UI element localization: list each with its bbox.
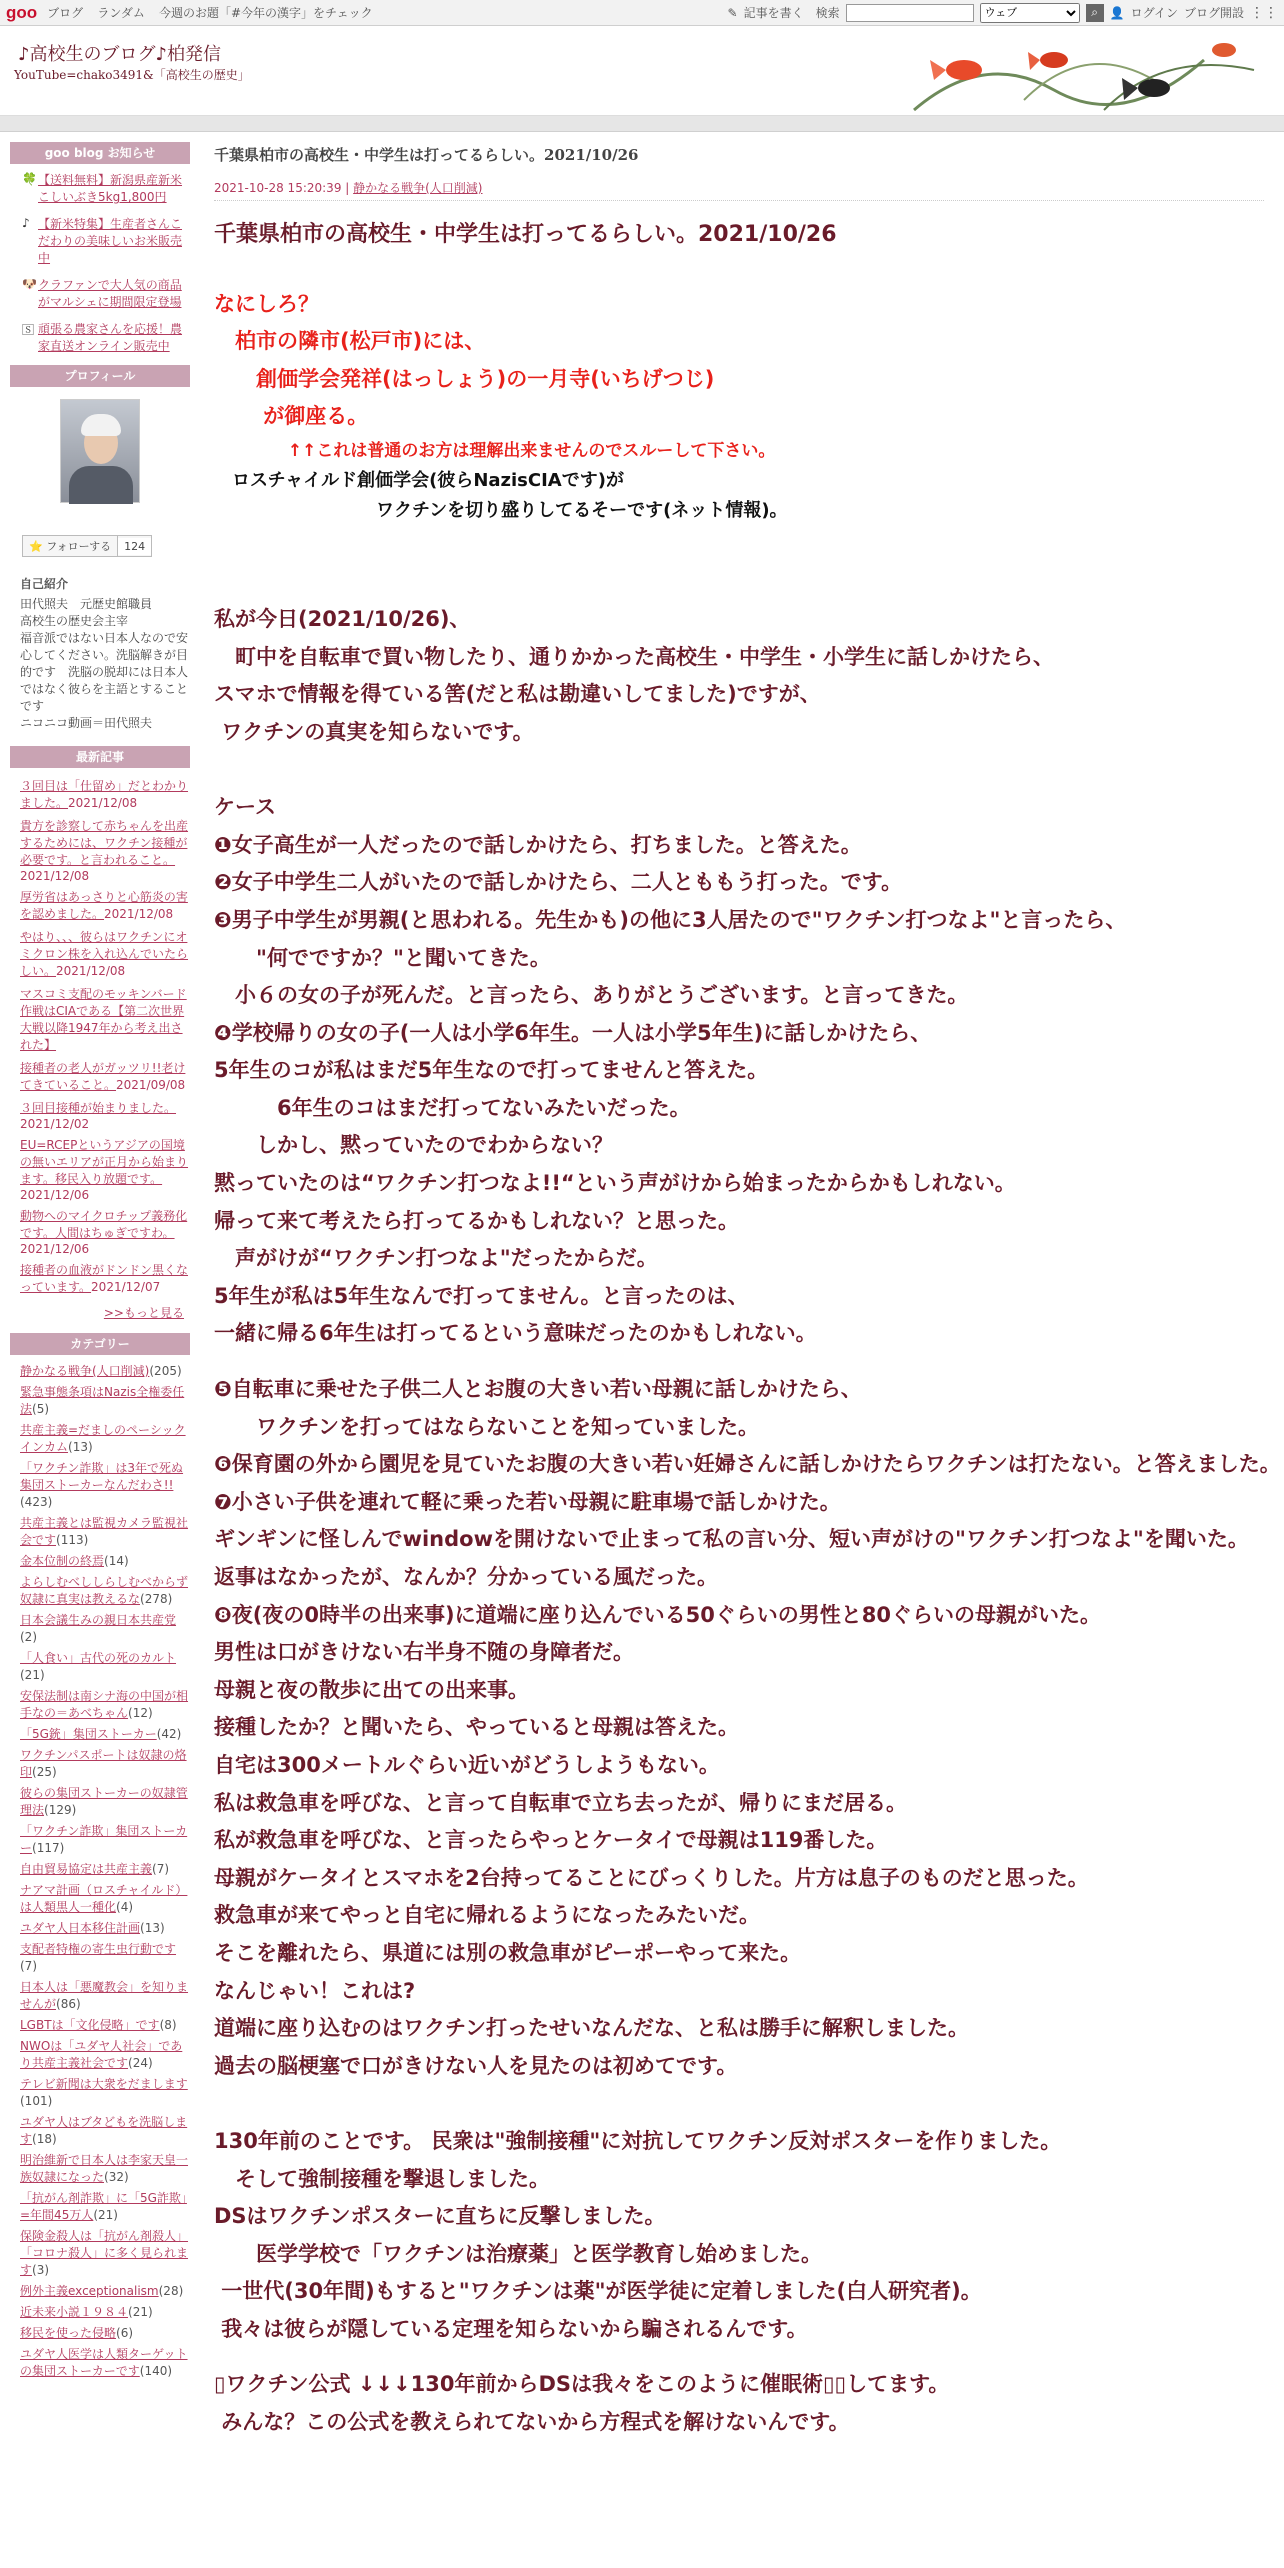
category-item[interactable]: [20, 1515, 190, 1549]
entry-line: [214, 564, 1264, 602]
recent-list: [10, 776, 190, 1300]
search-button[interactable]: [1086, 4, 1104, 22]
recent-date: 2021/12/08: [56, 964, 126, 978]
nav-random-link[interactable]: ランダム: [97, 6, 145, 20]
category-count: (42): [156, 1727, 182, 1741]
category-item[interactable]: [20, 1785, 190, 1819]
category-count: (7): [20, 1959, 37, 1973]
category-count: (21): [20, 1668, 45, 1682]
entry-line: 130年前のことです。 民衆は"強制接種"に対抗してワクチン反対ポスターを作りました。: [214, 2128, 1062, 2153]
category-item[interactable]: [20, 1612, 190, 1646]
category-count: (32): [104, 2170, 129, 2184]
more-link[interactable]: >>もっと見る: [103, 1306, 184, 1320]
category-list: [10, 1363, 190, 2380]
category-link[interactable]: ユダヤ人はブタどもを洗脳します: [20, 2115, 188, 2146]
entry-line: ❽夜(夜の0時半の出来事)に道端に座り込んでいる50ぐらいの男性と80ぐらいの母親がいた。: [214, 1602, 1102, 1627]
entry-line: ギンギンに怪しんでwindowを開けないで止まって私の言い分、短い声がけの"ワクチン打つなよ"を聞いた。: [214, 1527, 1249, 1552]
recent-date: 2021/12/06: [20, 1188, 90, 1202]
category-item[interactable]: [20, 2283, 190, 2300]
entry-line: ワクチンを切り盛りしてるそーです(ネット情報)。: [214, 499, 788, 521]
category-count: (28): [158, 2284, 184, 2298]
blog-subtitle: YouTube=chako3491&「高校生の歴史」: [14, 68, 250, 82]
recent-link[interactable]: マスコミ支配のモッキンバード作戦はCIAである【第二次世界大戦以降1947年から考え出された】: [20, 987, 187, 1052]
main-content: [214, 142, 1281, 2442]
category-count: (14): [104, 1554, 129, 1568]
follow-label: フォローする: [46, 540, 112, 553]
category-count: (101): [20, 2094, 53, 2108]
category-item[interactable]: [20, 1650, 190, 1684]
entry-line: ワクチンを打ってはならないことを知っていました。: [214, 1414, 759, 1439]
entry-line: DSはワクチンポスターに直ちに反撃しました。: [214, 2204, 666, 2229]
search-input[interactable]: [846, 4, 974, 22]
entry-line: 創価学会発祥(はっしょう)の一月寺(いちげつじ): [214, 366, 715, 391]
entry-line: しかし、黙っていたのでわからない？: [214, 1133, 613, 1158]
top-bar: [0, 0, 1284, 26]
entry-line: 我々は彼らが隠している定理を知らないから騙されるんです。: [214, 2316, 808, 2341]
category-item[interactable]: [20, 2304, 190, 2321]
category-count: (113): [56, 1533, 89, 1547]
search-icon: ⌕: [1091, 5, 1098, 19]
blog-header: [0, 26, 1284, 116]
category-count: (3): [32, 2263, 50, 2277]
category-count: (24): [128, 2056, 153, 2070]
profile-avatar[interactable]: [60, 399, 140, 503]
recent-date: 2021/12/08: [68, 796, 138, 810]
category-count: (278): [140, 1592, 173, 1606]
entry-line: ❼小さい子供を連れて軽に乗った若い母親に駐車場で話しかけた。: [214, 1489, 841, 1514]
category-link[interactable]: 日本会議生みの親日本共産党: [20, 1613, 177, 1627]
category-link[interactable]: 「ワクチン詐欺」集団ストーカー: [20, 1824, 188, 1855]
category-item[interactable]: [20, 1882, 190, 1916]
category-link[interactable]: 支配者特権の寄生虫行動です: [20, 1942, 177, 1956]
category-count: (205): [149, 1364, 182, 1378]
recent-link[interactable]: ３回目接種が始まりました。: [20, 1101, 177, 1115]
entry-line: "何でですか？"と聞いてきた。: [214, 945, 551, 970]
category-item[interactable]: [20, 1363, 190, 1380]
entry-line: 小６の女の子が死んだ。と言ったら、ありがとうございます。と言ってきた。: [214, 983, 969, 1008]
notice-item[interactable]: [22, 172, 190, 206]
category-link[interactable]: ユダヤ人医学は人類ターゲットの集団ストーカーです: [20, 2347, 188, 2378]
recent-date: 2021/12/06: [20, 1242, 90, 1256]
entry-line: 接種したか？と聞いたら、やっていると母親は答えた。: [214, 1715, 739, 1740]
entry-line: スマホで情報を得ている筈(だと私は勘違いしてました)ですが、: [214, 682, 821, 707]
entry-line: ワクチンの真実を知らないです。: [214, 719, 534, 744]
category-count: (140): [139, 2364, 173, 2378]
avatar-hair: [81, 414, 121, 436]
category-count: (13): [140, 1921, 165, 1935]
recent-link[interactable]: 接種者の老人がガッツリ!!老けてきていること。: [20, 1061, 186, 1092]
notice-item[interactable]: [22, 216, 190, 267]
entry-line: 一世代(30年間)もすると"ワクチンは薬"が医学徒に定着しました(白人研究者)。: [214, 2279, 982, 2304]
notice-link[interactable]: 【送料無料】新潟県産新米こしいぶき5kg1,800円: [38, 173, 183, 204]
category-item[interactable]: [20, 1920, 190, 1937]
recent-item[interactable]: [20, 887, 190, 927]
entry-line: 5年生が私は5年生なんで打ってません。と言ったのは、: [214, 1283, 749, 1308]
nav-weekly-topic-link[interactable]: 今週のお題「#今年の漢字」をチェック: [158, 6, 373, 20]
header-band: [0, 116, 1284, 132]
recent-item[interactable]: [20, 816, 190, 887]
category-count: (2): [20, 1630, 37, 1644]
notice-link[interactable]: クラファンで大人気の商品がマルシェに期間限定登場: [38, 278, 182, 309]
category-link[interactable]: 明治維新で日本人は李家天皇一族奴隷になった: [20, 2153, 189, 2184]
entry-line: [214, 2348, 1264, 2366]
category-item[interactable]: [20, 1979, 190, 2013]
category-link[interactable]: 日本人は「悪魔教会」を知りませんが: [20, 1980, 189, 2011]
recent-link[interactable]: やはり、、、彼らはワクチンにオミクロン株を入れ込んでいたらしい。: [20, 930, 189, 978]
entry-line: ❸男子中学生が男親(と思われる。先生かも)の他に3人居たので"ワクチン打つなよ"と言ったら、: [214, 907, 1127, 932]
entry-line: 6年生のコはまだ打ってないみたいだった。: [214, 1095, 691, 1120]
category-item[interactable]: [20, 2152, 190, 2186]
category-link[interactable]: 移民を使った侵略: [20, 2326, 117, 2340]
entry-line: [214, 248, 1264, 286]
entry-line: 柏市の隣市(松戸市)には、: [214, 329, 486, 354]
entry-datetime: 2021-10-28 15:20:39: [214, 181, 342, 195]
category-count: (21): [93, 2208, 118, 2222]
recent-date: 2021/12/08: [104, 907, 174, 921]
entry-line: 男性は口がきけない右半身不随の身障者だ。: [214, 1640, 634, 1665]
entry-line: 私が救急車を呼びな、と言ったらやっとケータイで母親は119番した。: [214, 1828, 888, 1853]
category-count: (117): [32, 1841, 65, 1855]
entry-line: ❷女子中学生二人がいたので話しかけたら、二人とももう打った。です。: [214, 870, 903, 895]
category-item[interactable]: [20, 2038, 190, 2072]
category-link[interactable]: 近未来小説１９８４: [20, 2305, 129, 2319]
category-count: (423): [20, 1495, 53, 1509]
category-link[interactable]: 保険金殺人は「抗がん剤殺人」「コロナ殺人」に多く見られます: [20, 2229, 189, 2277]
profile-heading: プロフィール: [10, 365, 190, 387]
category-item[interactable]: [20, 1688, 190, 1722]
entry-line: 町中を自転車で買い物したり、通りかかった高校生・中学生・小学生に話しかけたら、: [214, 644, 1054, 669]
category-count: (7): [152, 1862, 170, 1876]
entry-title[interactable]: 千葉県柏市の高校生・中学生は打ってるらしい。2021/10/26: [214, 146, 639, 164]
entry-line: 黙っていたのは“ワクチン打つなよ!!“という声がけから始まったからかもしれない。: [214, 1171, 1016, 1196]
category-heading: カテゴリー: [10, 1333, 190, 1355]
pencil-icon: ✎: [727, 5, 738, 20]
entry-line: ❹学校帰りの女の子(一人は小学6年生。一人は小学5年生)に話しかけたら、: [214, 1020, 932, 1045]
star-icon: ⭐: [29, 540, 43, 553]
recent-item[interactable]: [20, 1098, 190, 1135]
category-count: (6): [116, 2326, 134, 2340]
category-link[interactable]: 例外主義exceptionalism: [20, 2284, 159, 2298]
entry-line: 母親と夜の散歩に出ての出来事。: [214, 1677, 529, 1702]
recent-link[interactable]: 厚労省はあっさりと心筋炎の害を認めました。: [20, 890, 188, 921]
category-link[interactable]: 「ワクチン詐欺」は3年で死ぬ集団ストーカーなんだわさ!!: [20, 1461, 184, 1492]
category-link[interactable]: LGBTは「文化侵略」です: [20, 2018, 160, 2032]
self-intro-heading: 自己紹介: [20, 577, 69, 591]
category-count: (129): [44, 1803, 77, 1817]
category-item[interactable]: [20, 2228, 190, 2279]
recent-link[interactable]: 動物へのマイクロチップ義務化です。人間はちゅぎですわ。: [20, 1209, 188, 1240]
entry-line: 自宅は300メートルぐらい近いがどうしようもない。: [214, 1752, 720, 1777]
entry-line: なにしろ？: [214, 291, 319, 316]
entry-line: 母親がケータイとスマホを2台持ってることにびっくりした。片方は息子のものだと思った。: [214, 1865, 1089, 1890]
nav-blog-link[interactable]: ブログ: [47, 6, 84, 20]
notice-item[interactable]: [22, 277, 190, 311]
category-link[interactable]: 「人食い」古代の死のカルト: [20, 1651, 177, 1665]
self-intro-text: 田代照夫 元歴史館職員 高校生の歴史会主宰 福音派ではない日本人なので安心してください。洗脳解きが目的です 洗脳の脱却には日本人ではなく彼らを主語とすることです ニコニコ動画＝田代照夫: [20, 597, 189, 730]
category-item[interactable]: [20, 1460, 190, 1511]
recent-link[interactable]: ３回目は「仕留め」だとわかりました。: [20, 779, 189, 810]
recent-date: 2021/12/02: [20, 1117, 90, 1131]
dog-icon: 🐶: [22, 277, 37, 291]
category-item[interactable]: [20, 1823, 190, 1857]
recent-item[interactable]: [20, 1058, 190, 1098]
shop-icon: 🅂: [22, 323, 35, 337]
category-item[interactable]: [20, 2017, 190, 2034]
entry-line: ❶女子高生が一人だったので話しかけたら、打ちました。と答えた。: [214, 832, 862, 857]
category-item[interactable]: [20, 1422, 190, 1456]
recent-item[interactable]: [20, 984, 190, 1058]
category-link[interactable]: 「抗がん剤詐欺」に「5G詐欺」=年間45万人: [20, 2191, 187, 2222]
entry-line: ❻保育園の外から園児を見ていたお腹の大きい若い妊婦さんに話しかけたらワクチンは打たない。と答えました。: [214, 1452, 1281, 1477]
follow-count: 124: [118, 538, 151, 555]
category-count: (12): [128, 1706, 153, 1720]
recent-item[interactable]: [20, 1260, 190, 1300]
category-link[interactable]: ユダヤ人日本移住計画: [20, 1921, 141, 1935]
category-link[interactable]: NWOは「ユダヤ人社会」であり共産主義社会です: [20, 2039, 183, 2070]
entry-line: 私は救急車を呼びな、と言って自転車で立ち去ったが、帰りにまだ居る。: [214, 1790, 907, 1815]
recent-date: 2021/12/08: [20, 869, 90, 883]
clover-icon: 🍀: [22, 172, 37, 186]
category-item[interactable]: [20, 2325, 190, 2342]
entry-line: そこを離れたら、県道には別の救急車がピーポーやって来た。: [214, 1940, 802, 1965]
avatar-body: [69, 466, 133, 504]
category-item[interactable]: [20, 1941, 190, 1975]
recent-date: 2021/12/07: [91, 1280, 161, 1294]
recent-link[interactable]: EU=RCEPというアジアの国境の無いエリアが正月から始まります。移民入り放題です。: [20, 1138, 189, 1186]
category-count: (8): [159, 2018, 177, 2032]
category-item[interactable]: [20, 2190, 190, 2224]
entry-line: 医学学校で「ワクチンは治療薬」と医学教育し始めました。: [214, 2241, 822, 2266]
recent-link[interactable]: 接種者の血液がドンドン黒くなっています。: [20, 1263, 189, 1294]
entry-line: [214, 2085, 1264, 2123]
goo-logo[interactable]: goo: [6, 2, 38, 22]
entry-line: ▯ワクチン公式 ↓↓↓130年前からDSは我々をこのように催眠術▯▯してます。: [214, 2372, 950, 2397]
category-link[interactable]: 「5G銃」集団ストーカー: [20, 1727, 157, 1741]
category-item[interactable]: [20, 2076, 190, 2110]
entry-line: ↑↑これは普通のお方は理解出来ませんのでスルーして下さい。: [214, 440, 776, 461]
category-link[interactable]: 金本位制の終焉: [20, 1554, 105, 1568]
recent-item[interactable]: [20, 1135, 190, 1206]
top-right-tools: [728, 3, 1278, 23]
search-scope-select[interactable]: [980, 3, 1080, 23]
category-link[interactable]: ナアマ計画（ロスチャイルド）は人類黒人一種化: [20, 1883, 188, 1914]
entry-line: ロスチャイルド創価学会(彼らNazisCIAです)が: [214, 469, 624, 491]
category-item[interactable]: [20, 2346, 190, 2380]
category-link[interactable]: 共産主義=だましのペーシックインカム: [20, 1423, 186, 1454]
category-count: (13): [68, 1440, 93, 1454]
blog-title[interactable]: ♪高校生のブログ♪柏発信: [18, 44, 221, 65]
entry-body: [214, 248, 1281, 2442]
entry-line: ❺自転車に乗せた子供二人とお腹の大きい若い母親に話しかけたら、: [214, 1377, 862, 1402]
category-count: (25): [32, 1765, 57, 1779]
category-link[interactable]: 安保法制は南シナ海の中国が相手なの＝あべちゃん: [20, 1689, 189, 1720]
recent-link[interactable]: 貴方を診察して赤ちゃんを出産するためには、ワクチン接種が必要です。と言われること。: [20, 819, 189, 867]
category-item[interactable]: [20, 1726, 190, 1743]
category-item[interactable]: [20, 1747, 190, 1781]
category-link[interactable]: 緊急事態条項はNazis全権委任法: [20, 1385, 185, 1416]
category-count: (4): [116, 1900, 134, 1914]
goldfish-decoration-icon: [904, 30, 1264, 114]
entry-line: 帰って来て考えたら打ってるかもしれない？と思った。: [214, 1208, 739, 1233]
entry-line: ケース: [214, 795, 276, 820]
entry-line: 私が今日(2021/10/26)、: [214, 607, 471, 632]
top-nav: [47, 4, 383, 21]
entry-line: 声がけが“ワクチン打つなよ"だったからだ。: [214, 1246, 658, 1271]
entry-line: [214, 1353, 1264, 1371]
notice-link[interactable]: 【新米特集】生産者さんこだわりの美味しいお米販売中: [38, 217, 183, 265]
notice-heading: goo blog お知らせ: [10, 142, 190, 164]
music-note-icon: ♪: [22, 216, 30, 230]
category-link[interactable]: 共産主義とは監視カメラ監視社会です: [20, 1516, 189, 1547]
entry-line: そして強制接種を撃退しました。: [214, 2166, 550, 2191]
entry-line: 返事はなかったが、なんか？分かっている風だった。: [214, 1565, 718, 1589]
category-count: (86): [56, 1997, 81, 2011]
entry-line: [214, 526, 1264, 564]
login-link[interactable]: ログイン: [1130, 6, 1178, 20]
more-row: [10, 1304, 184, 1321]
category-link[interactable]: 彼らの集団ストーカーの奴隷管理法: [20, 1786, 188, 1817]
category-count: (18): [32, 2132, 57, 2146]
open-blog-link[interactable]: ブログ開設: [1183, 6, 1244, 20]
recent-heading: 最新記事: [10, 746, 190, 768]
entry-line: 一緒に帰る6年生は打ってるという意味だったのかもしれない。: [214, 1321, 817, 1346]
write-article-link[interactable]: 記事を書く: [743, 6, 804, 20]
entry-line: 5年生のコが私はまだ5年生なので打ってませんと答えた。: [214, 1058, 769, 1083]
entry-line: [214, 752, 1264, 790]
recent-date: 2021/09/08: [116, 1078, 186, 1092]
category-item[interactable]: [20, 1384, 190, 1418]
entry-line: なんじゃい！これは?: [214, 1978, 416, 2003]
category-item[interactable]: [20, 1574, 190, 1608]
sidebar: [10, 142, 190, 2442]
category-link[interactable]: 静かなる戦争(人口削減): [20, 1364, 150, 1378]
category-link[interactable]: ワクチンパスポートは奴隷の烙印: [20, 1748, 187, 1779]
entry-line: 過去の脳梗塞で口がきけない人を見たのは初めてです。: [214, 2053, 738, 2078]
recent-item[interactable]: [20, 1206, 190, 1260]
recent-item[interactable]: [20, 776, 190, 816]
entry-line: みんな？この公式を教えられてないから方程式を解けないんです。: [214, 2410, 850, 2435]
category-count: (21): [128, 2305, 153, 2319]
notice-item[interactable]: [22, 321, 190, 355]
category-link[interactable]: テレビ新聞は大衆をだまします: [20, 2077, 188, 2091]
entry-line: 救急車が来てやっと自宅に帰れるようになったみたいだ。: [214, 1903, 760, 1928]
login-icon: 👤: [1109, 5, 1125, 20]
entry-heading: 千葉県柏市の高校生・中学生は打ってるらしい。2021/10/26: [214, 222, 837, 247]
category-link[interactable]: よらしむべししらしむべからず奴隷に真実は教えるな: [20, 1575, 189, 1606]
entry-category-link[interactable]: 静かなる戦争(人口削減): [353, 181, 483, 195]
entry-meta: 2021-10-28 15:20:39 | 静かなる戦争(人口削減): [214, 179, 1264, 201]
follow-button[interactable]: [22, 535, 152, 557]
notice-link[interactable]: 頑張る農家さんを応援！農家直送オンライン販売中: [38, 322, 183, 353]
category-count: (5): [32, 1402, 50, 1416]
entry-line: 道端に座り込むのはワクチン打ったせいなんだな、と私は勝手に解釈しました。: [214, 2016, 969, 2041]
entry-line: が御座る。: [214, 404, 369, 429]
category-link[interactable]: 自由貿易協定は共産主義: [20, 1862, 153, 1876]
category-item[interactable]: [20, 1553, 190, 1570]
recent-item[interactable]: [20, 927, 190, 984]
category-item[interactable]: [20, 1861, 190, 1878]
search-label: 検索: [815, 6, 840, 20]
grid-menu-icon[interactable]: ⋮⋮: [1250, 4, 1278, 21]
category-item[interactable]: [20, 2114, 190, 2148]
